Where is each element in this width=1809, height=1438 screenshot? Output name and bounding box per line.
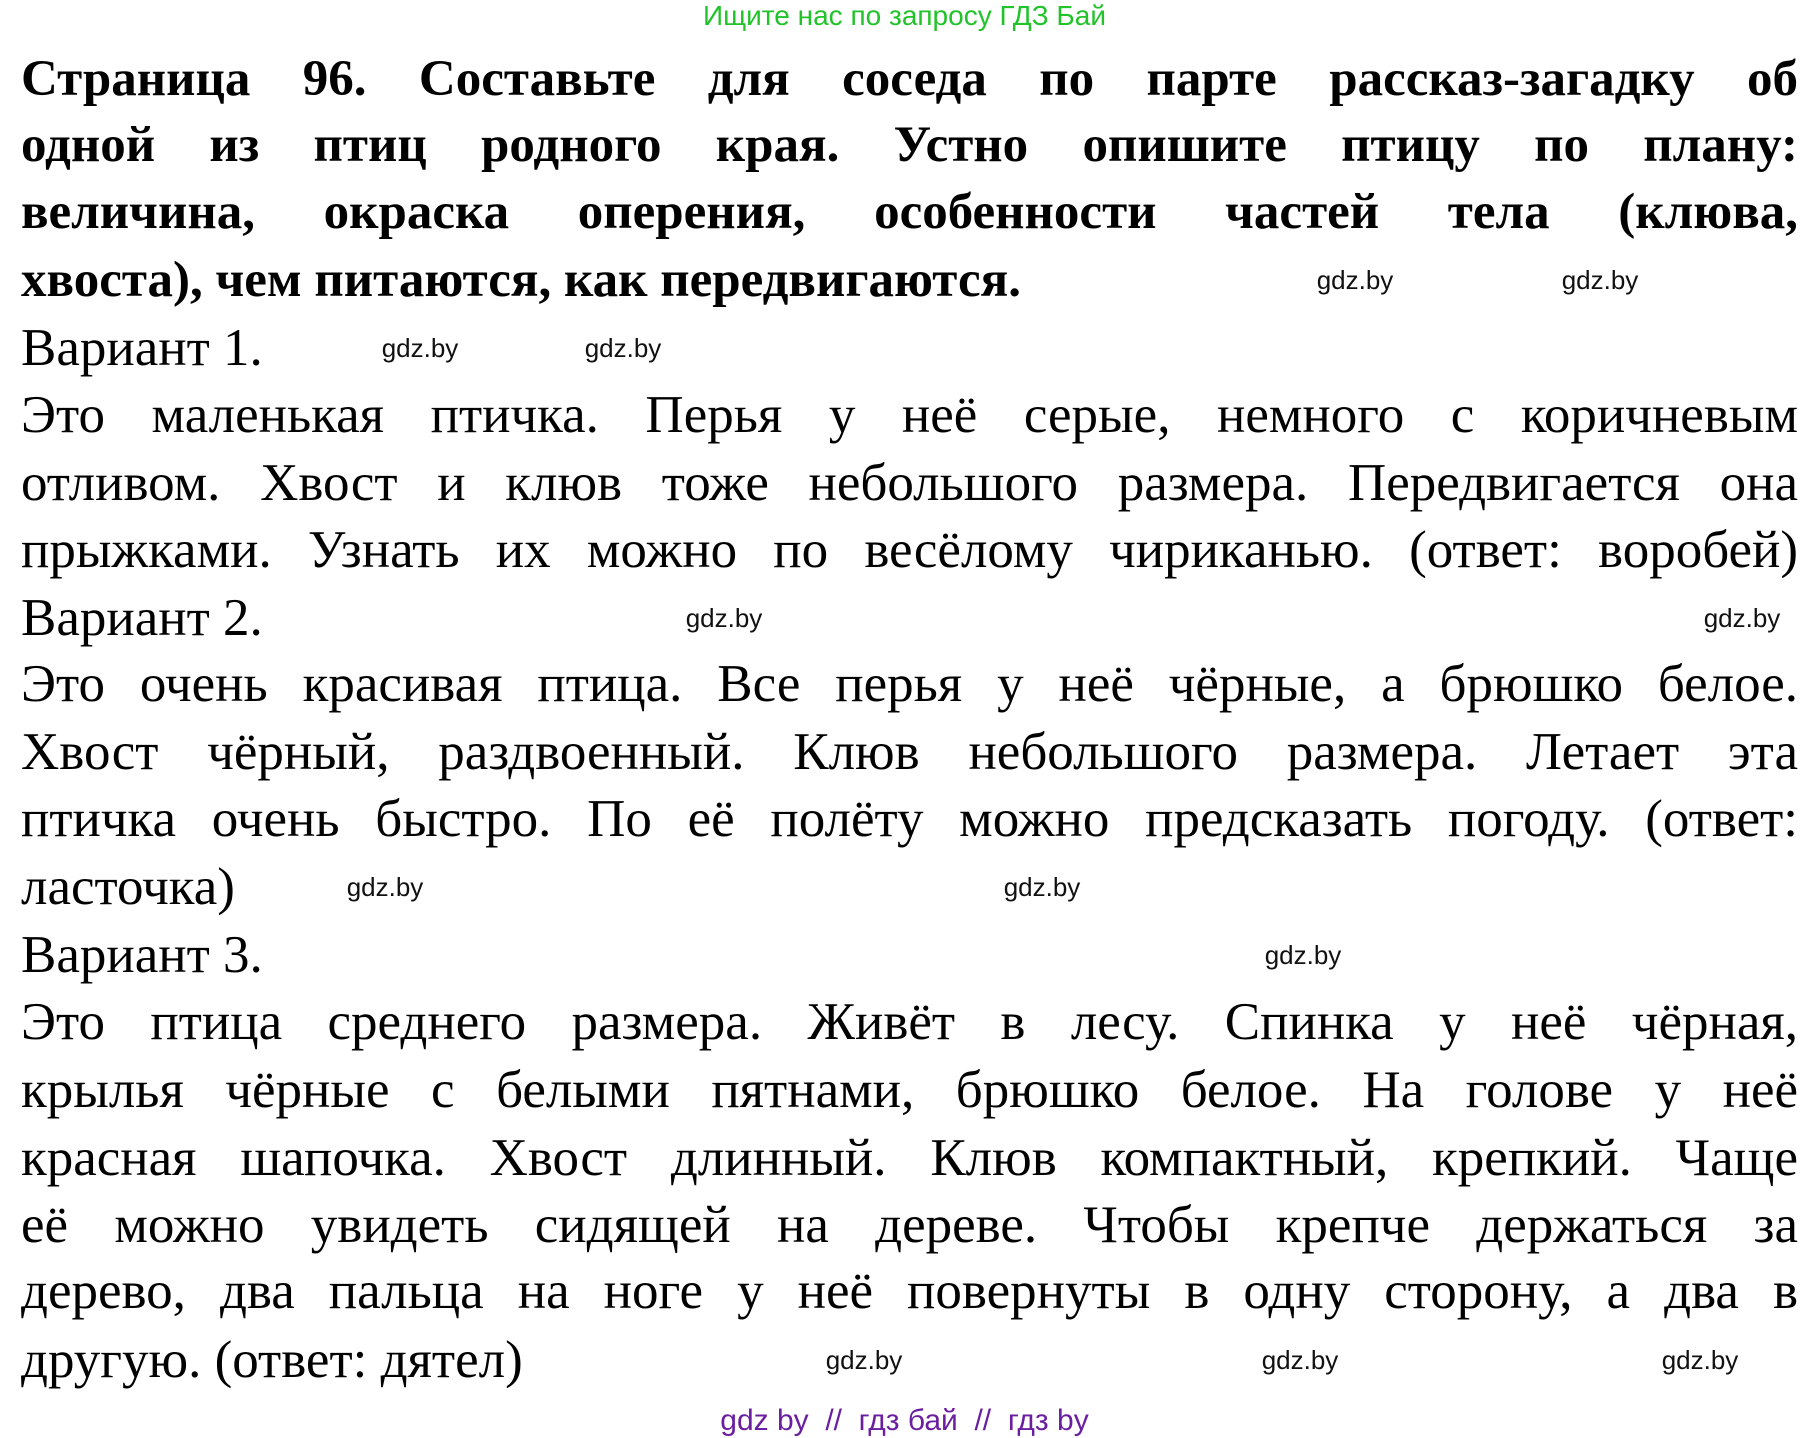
answer-line: крылья чёрные с белыми пятнами, брюшко белое. На голове у неё	[21, 1061, 1798, 1119]
watermark: gdz.by	[1264, 940, 1342, 970]
watermark: gdz.by	[584, 333, 662, 363]
watermark: gdz.by	[1661, 1345, 1739, 1375]
task-title-line: хвоста), чем питаются, как передвигаются.	[21, 252, 1021, 308]
answer-line: красная шапочка. Хвост длинный. Клюв компактный, крепкий. Чаще	[21, 1129, 1798, 1187]
answer-line: Это очень красивая птица. Все перья у неё чёрные, а брюшко белое.	[21, 655, 1798, 713]
watermark: gdz.by	[685, 603, 763, 633]
watermark: gdz.by	[1703, 603, 1781, 633]
watermark: gdz.by	[346, 872, 424, 902]
answer-line: прыжками. Узнать их можно по весёлому чириканью. (ответ: воробей)	[21, 521, 1798, 579]
answer-line: отливом. Хвост и клюв тоже небольшого размера. Передвигается она	[21, 454, 1798, 512]
watermark: gdz.by	[1561, 265, 1639, 295]
answer-line: Хвост чёрный, раздвоенный. Клюв небольшого размера. Летает эта	[21, 723, 1798, 781]
watermark: gdz.by	[1316, 265, 1394, 295]
watermark: gdz.by	[1003, 872, 1081, 902]
watermark: gdz.by	[1261, 1345, 1339, 1375]
answer-line: птичка очень быстро. По её полёту можно предсказать погоду. (ответ:	[21, 790, 1798, 848]
answer-line: другую. (ответ: дятел)	[21, 1331, 523, 1389]
task-title-line: одной из птиц родного края. Устно опишите птицу по плану:	[21, 117, 1798, 173]
answer-line: Это птица среднего размера. Живёт в лесу. Спинка у неё чёрная,	[21, 993, 1798, 1051]
answer-line: ласточка)	[21, 858, 235, 916]
answer-line: её можно увидеть сидящей на дереве. Чтобы крепче держаться за	[21, 1196, 1798, 1254]
watermark: gdz.by	[825, 1345, 903, 1375]
watermark: gdz.by	[381, 333, 459, 363]
search-hint-banner: Ищите нас по запросу ГДЗ Бай	[702, 0, 1107, 31]
variant-heading: Вариант 1.	[21, 319, 263, 377]
task-title-line: величина, окраска оперения, особенности частей тела (клюва,	[21, 184, 1798, 240]
answer-line: Это маленькая птичка. Перья у неё серые, немного с коричневым	[21, 386, 1798, 444]
footer-links: gdz by // гдз бай // гдз by	[720, 1404, 1089, 1437]
variant-heading: Вариант 3.	[21, 926, 263, 984]
variant-heading: Вариант 2.	[21, 589, 263, 647]
answer-line: дерево, два пальца на ноге у неё повернуты в одну сторону, а два в	[21, 1262, 1798, 1320]
task-title-line: Страница 96. Составьте для соседа по парте рассказ-загадку об	[21, 51, 1798, 107]
